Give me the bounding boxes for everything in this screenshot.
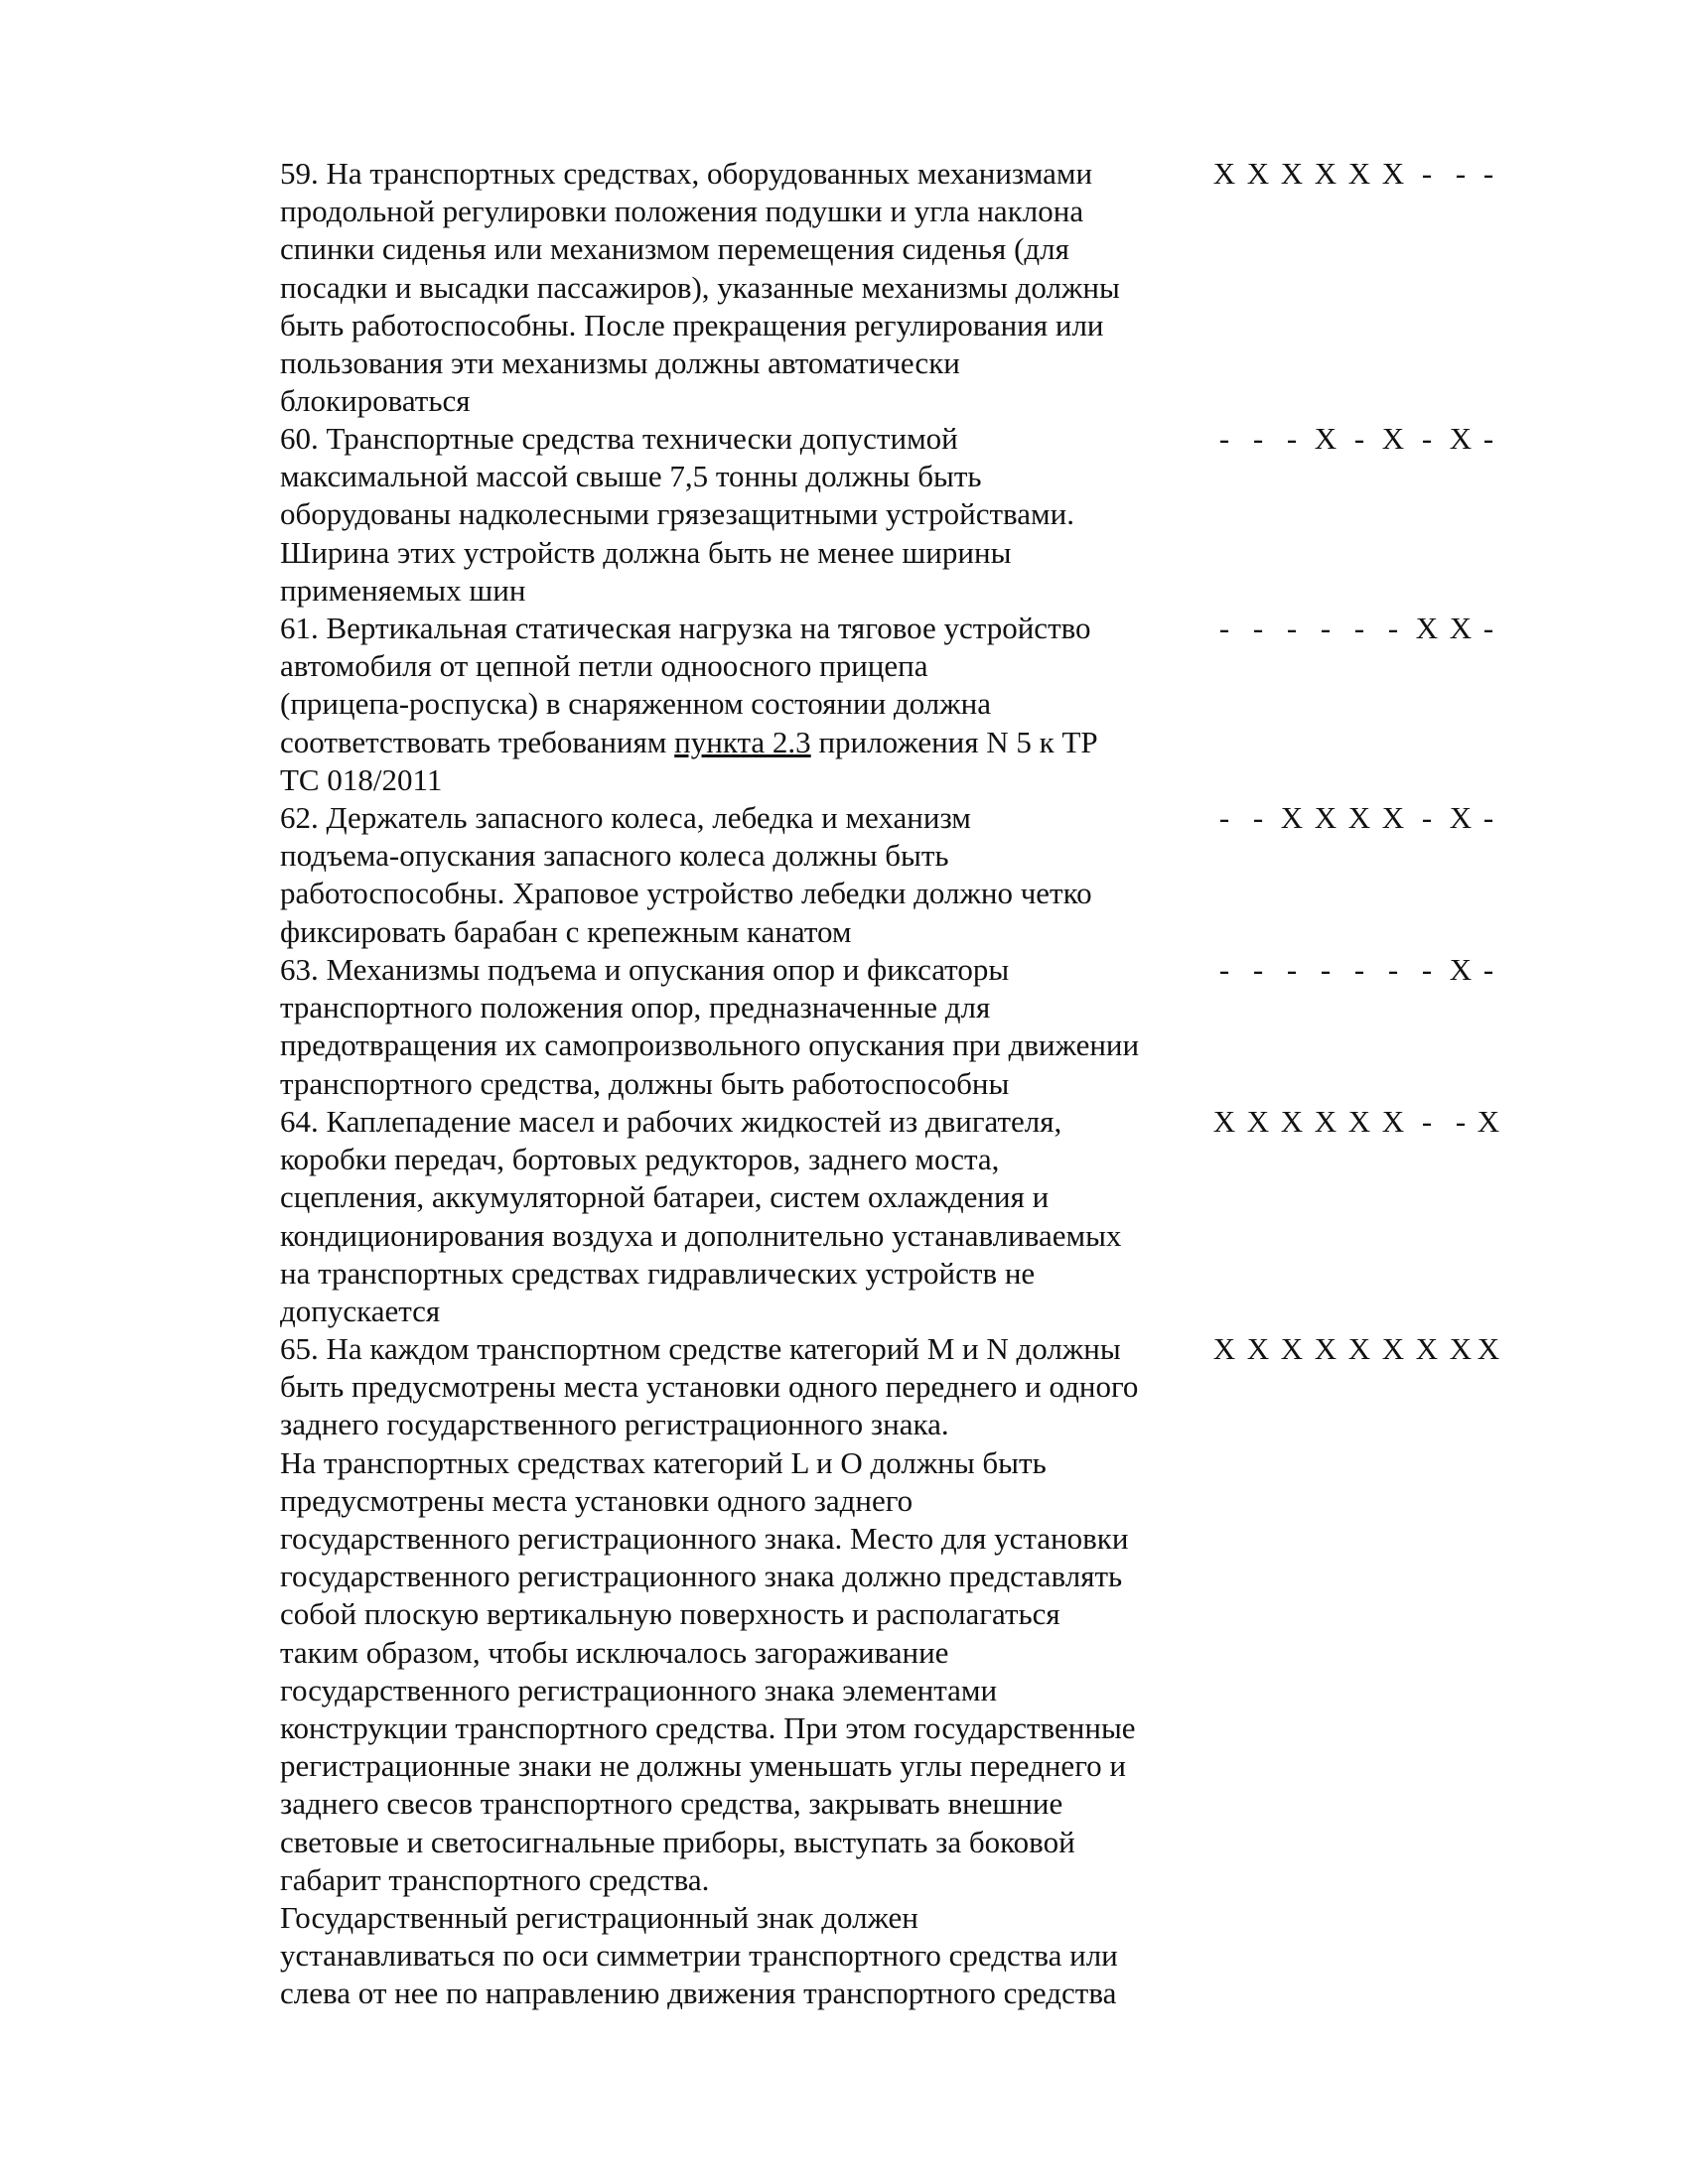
text-line: кондиционирования воздуха и дополнительно устанавливаемых — [280, 1217, 1122, 1253]
text-line: на транспортных средствах гидравлических устройств не — [280, 1255, 1036, 1291]
text-line: слева от нее по направлению движения транспортного средства — [280, 1976, 1117, 2011]
mark-cell: - — [1218, 611, 1230, 645]
mark-cell: X — [1381, 1104, 1405, 1139]
requirement-text — [280, 951, 1213, 1103]
text-line: заднего государственного регистрационного знака. — [280, 1407, 949, 1442]
mark-cell: X — [1347, 1104, 1371, 1139]
mark-cell: - — [1421, 952, 1433, 987]
text-line: регистрационные знаки не должны уменьшать углы переднего и — [280, 1748, 1126, 1784]
text-line: блокироваться — [280, 383, 471, 419]
text-line: 63. Механизмы подъема и опускания опор и фиксаторы — [280, 952, 1010, 987]
mark-cell: - — [1353, 611, 1365, 645]
requirement-text — [280, 420, 1213, 610]
mark-cell: - — [1218, 421, 1230, 456]
mark-cell: X — [1280, 1104, 1304, 1139]
text-line: 65. На каждом транспортном средстве категорий M и N должны — [280, 1331, 1121, 1366]
mark-cell: - — [1482, 800, 1494, 835]
mark-cell: X — [1347, 156, 1371, 191]
text-line: спинки сиденья или механизмом перемещения сиденья (для — [280, 231, 1069, 267]
text-line: Ширина этих устройств должна быть не менее ширины — [280, 534, 1012, 570]
mark-cell: - — [1455, 156, 1467, 191]
mark-cell: - — [1455, 1104, 1467, 1139]
mark-cell: X — [1381, 1331, 1405, 1366]
mark-cell: - — [1218, 800, 1230, 835]
requirement-text — [280, 1330, 1213, 2013]
text-line: 59. На транспортных средствах, оборудованных механизмами — [280, 156, 1093, 191]
mark-cell: X — [1314, 421, 1337, 456]
applicability-marks — [1207, 1330, 1505, 1368]
text-line: устанавливаться по оси симметрии транспортного средства или — [280, 1938, 1118, 1974]
text-line: государственного регистрационного знака. Место для установки — [280, 1521, 1129, 1557]
text-line: 62. Держатель запасного колеса, лебедка и механизм — [280, 800, 971, 835]
applicability-marks — [1207, 1103, 1505, 1141]
text-line: применяемых шин — [280, 572, 526, 608]
text-line: предусмотрены места установки одного заднего — [280, 1482, 914, 1518]
mark-cell: X — [1314, 1331, 1337, 1366]
mark-cell: X — [1381, 421, 1405, 456]
text-line: государственного регистрационного знака элементами — [280, 1672, 998, 1707]
clause-link[interactable]: пункта 2.3 — [674, 724, 811, 759]
mark-cell: - — [1421, 156, 1433, 191]
mark-cell: - — [1286, 952, 1298, 987]
mark-cell: X — [1212, 1104, 1236, 1139]
mark-cell: X — [1381, 156, 1405, 191]
text-fragment: приложения N 5 к ТР — [810, 724, 1098, 759]
text-line: государственного регистрационного знака должно представлять — [280, 1559, 1123, 1594]
mark-cell: - — [1218, 952, 1230, 987]
mark-cell: - — [1252, 952, 1264, 987]
mark-cell: - — [1286, 611, 1298, 645]
mark-cell: - — [1421, 421, 1433, 456]
applicability-marks — [1207, 610, 1505, 647]
mark-cell: - — [1482, 421, 1494, 456]
mark-cell: - — [1421, 800, 1433, 835]
mark-cell: X — [1477, 1331, 1500, 1366]
mark-cell: X — [1415, 611, 1439, 645]
mark-cell: X — [1415, 1331, 1439, 1366]
mark-cell: X — [1212, 156, 1236, 191]
mark-cell: - — [1252, 421, 1264, 456]
text-line: быть предусмотрены места установки одного переднего и одного — [280, 1369, 1139, 1405]
requirement-text — [280, 799, 1213, 951]
text-line: допускается — [280, 1294, 441, 1329]
mark-cell: X — [1381, 800, 1405, 835]
text-line: ТС 018/2011 — [280, 761, 443, 797]
mark-cell: X — [1280, 1331, 1304, 1366]
text-line: пользования эти механизмы должны автоматически — [280, 345, 960, 381]
text-line: фиксировать барабан с крепежным канатом — [280, 913, 852, 949]
mark-cell: X — [1449, 800, 1473, 835]
mark-cell: X — [1246, 1104, 1270, 1139]
text-line: продольной регулировки положения подушки и угла наклона — [280, 194, 1084, 229]
text-line: Государственный регистрационный знак должен — [280, 1900, 918, 1936]
mark-cell: X — [1449, 952, 1473, 987]
text-line: 61. Вертикальная статическая нагрузка на тяговое устройство — [280, 611, 1091, 645]
text-line: транспортного средства, должны быть работоспособны — [280, 1065, 1010, 1101]
text-line: быть работоспособны. После прекращения регулирования или — [280, 307, 1104, 342]
applicability-marks — [1207, 951, 1505, 989]
mark-cell: X — [1314, 156, 1337, 191]
text-line: На транспортных средствах категорий L и O должны быть — [280, 1444, 1047, 1480]
text-line — [280, 724, 1213, 761]
mark-cell: - — [1482, 156, 1494, 191]
mark-cell: X — [1246, 1331, 1270, 1366]
text-line: 64. Каплепадение масел и рабочих жидкостей из двигателя, — [280, 1104, 1062, 1139]
text-line: посадки и высадки пассажиров), указанные механизмы должны — [280, 269, 1120, 305]
mark-cell: X — [1314, 800, 1337, 835]
text-line: собой плоскую вертикальную поверхность и располагаться — [280, 1596, 1060, 1632]
mark-cell: - — [1387, 611, 1399, 645]
text-line: 60. Транспортные средства технически допустимой — [280, 421, 958, 456]
text-line: максимальной массой свыше 7,5 тонны должны быть — [280, 459, 982, 494]
applicability-marks — [1207, 155, 1505, 193]
mark-cell: X — [1347, 1331, 1371, 1366]
mark-cell: - — [1353, 952, 1365, 987]
text-line: предотвращения их самопроизвольного опускания при движении — [280, 1027, 1140, 1063]
text-line: габарит транспортного средства. — [280, 1861, 710, 1897]
mark-cell: X — [1212, 1331, 1236, 1366]
requirement-text — [280, 1103, 1213, 1330]
text-line: световые и светосигнальные приборы, выступать за боковой — [280, 1824, 1075, 1859]
text-line: транспортного положения опор, предназначенные для — [280, 990, 991, 1025]
mark-cell: X — [1449, 1331, 1473, 1366]
text-fragment: соответствовать требованиям — [280, 724, 667, 759]
text-line: работоспособны. Храповое устройство лебедки должно четко — [280, 876, 1092, 911]
mark-cell: - — [1482, 952, 1494, 987]
mark-cell: X — [1314, 1104, 1337, 1139]
mark-cell: - — [1353, 421, 1365, 456]
mark-cell: - — [1252, 800, 1264, 835]
text-line: (прицепа-роспуска) в снаряженном состоянии должна — [280, 686, 992, 722]
mark-cell: - — [1387, 952, 1399, 987]
text-line: подъема-опускания запасного колеса должны быть — [280, 838, 949, 874]
mark-cell: X — [1449, 421, 1473, 456]
text-line: конструкции транспортного средства. При этом государственные — [280, 1710, 1136, 1746]
mark-cell: X — [1347, 800, 1371, 835]
mark-cell: X — [1477, 1104, 1500, 1139]
mark-cell: - — [1320, 952, 1332, 987]
text-line: таким образом, чтобы исключалось загораживание — [280, 1634, 949, 1670]
mark-cell: X — [1280, 156, 1304, 191]
mark-cell: X — [1280, 800, 1304, 835]
text-line: коробки передач, бортовых редукторов, заднего моста, — [280, 1142, 1000, 1177]
mark-cell: - — [1252, 611, 1264, 645]
mark-cell: - — [1320, 611, 1332, 645]
mark-cell: X — [1246, 156, 1270, 191]
text-line: сцепления, аккумуляторной батареи, систем охлаждения и — [280, 1179, 1050, 1215]
applicability-marks — [1207, 420, 1505, 458]
mark-cell: - — [1421, 1104, 1433, 1139]
requirement-text — [280, 610, 1213, 799]
requirement-text — [280, 155, 1213, 420]
mark-cell: - — [1482, 611, 1494, 645]
text-line: автомобиля от цепной петли одноосного прицепа — [280, 648, 928, 684]
mark-cell: X — [1449, 611, 1473, 645]
text-line: заднего свесов транспортного средства, закрывать внешние — [280, 1786, 1063, 1822]
applicability-marks — [1207, 799, 1505, 837]
mark-cell: - — [1286, 421, 1298, 456]
text-line: оборудованы надколесными грязезащитными устройствами. — [280, 496, 1074, 532]
